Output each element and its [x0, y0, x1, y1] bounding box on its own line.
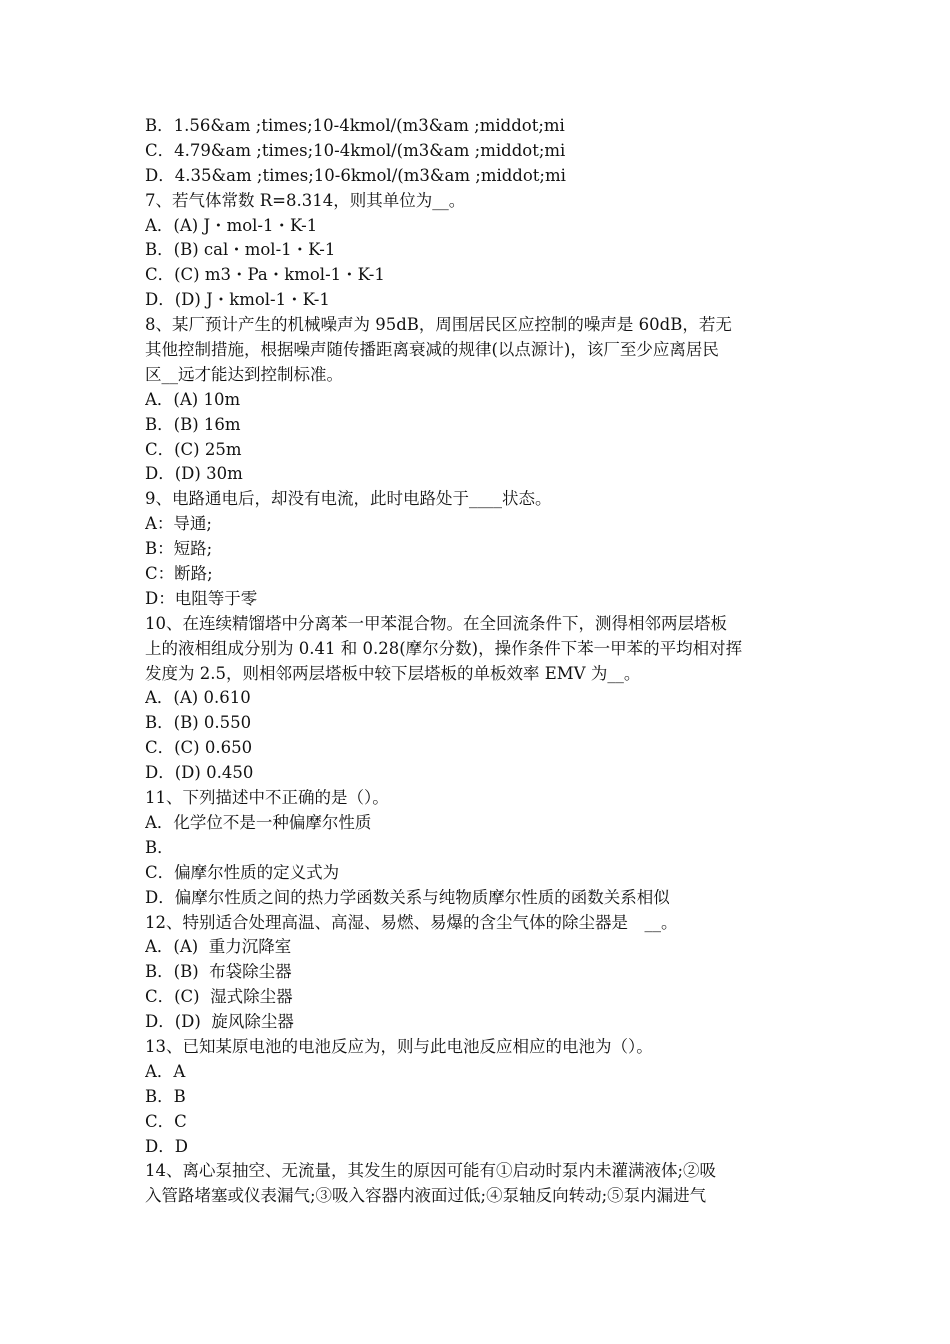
option-c-q8: C．(C) 25m [145, 439, 242, 459]
question-13: 13、已知某原电池的电池反应为，则与此电池反应相应的电池为（）。 [145, 1036, 653, 1056]
question-7: 7、若气体常数 R=8.314，则其单位为__。 [145, 190, 466, 210]
option-a-q8: A．(A) 10m [145, 389, 241, 409]
option-d-q12: D．(D) 旋风除尘器 [145, 1012, 294, 1032]
option-d-q13: D．D [145, 1136, 188, 1156]
question-12: 12、特别适合处理高温、高湿、易燃、易爆的含尘气体的除尘器是 __。 [145, 912, 678, 932]
option-b-q9: B：短路; [145, 539, 213, 559]
option-d-q9: D：电阻等于零 [145, 588, 258, 608]
question-10-line-1: 10、在连续精馏塔中分离苯一甲苯混合物。在全回流条件下，测得相邻两层塔板 [145, 613, 727, 633]
question-10-line-3: 发度为 2.5，则相邻两层塔板中较下层塔板的单板效率 EMV 为__。 [145, 663, 641, 683]
option-c-q6: C．4.79&am ;times;10-4kmol/(m3&am ;middot;mi [145, 140, 566, 160]
option-b-q8: B．(B) 16m [145, 414, 241, 434]
question-8-line-2: 其他控制措施，根据噪声随传播距离衰减的规律(以点源计)，该厂至少应离居民 [145, 340, 719, 360]
option-a-q7: A．(A) J・mol-1・K-1 [145, 215, 318, 235]
option-b-q12: B．(B) 布袋除尘器 [145, 962, 292, 982]
option-c-q13: C．C [145, 1111, 187, 1131]
option-c-q11: C．偏摩尔性质的定义式为 [145, 862, 340, 882]
option-d-q6: D．4.35&am ;times;10-6kmol/(m3&am ;middot;mi [145, 165, 566, 185]
option-a-q12: A．(A) 重力沉降室 [145, 937, 292, 957]
option-c-q10: C．(C) 0.650 [145, 738, 253, 758]
document-page [145, 114, 815, 1209]
option-b-q6: B．1.56&am ;times;10-4kmol/(m3&am ;middot;mi [145, 116, 565, 135]
option-b-q10: B．(B) 0.550 [145, 713, 252, 733]
question-11: 11、下列描述中不正确的是（）。 [145, 788, 389, 808]
option-d-q8: D．(D) 30m [145, 464, 243, 484]
option-d-q11: D．偏摩尔性质之间的热力学函数关系与纯物质摩尔性质的函数关系相似 [145, 887, 670, 907]
option-a-q10: A．(A) 0.610 [145, 688, 251, 708]
option-a-q11: A．化学位不是一种偏摩尔性质 [145, 812, 372, 832]
question-10-line-2: 上的液相组成分别为 0.41 和 0.28(摩尔分数)，操作条件下苯一甲苯的平均相对挥 [145, 638, 743, 658]
question-9: 9、电路通电后，却没有电流，此时电路处于____状态。 [145, 489, 552, 509]
option-c-q12: C．(C) 湿式除尘器 [145, 987, 293, 1007]
question-8-line-3: 区__远才能达到控制标准。 [145, 364, 343, 384]
option-d-q10: D．(D) 0.450 [145, 763, 254, 783]
option-c-q9: C：断路; [145, 564, 213, 584]
option-c-q7: C．(C) m3・Pa・kmol-1・K-1 [145, 265, 385, 285]
option-a-q9: A：导通; [145, 514, 212, 534]
option-b-q7: B．(B) cal・mol-1・K-1 [145, 240, 336, 260]
option-b-q11: B． [145, 837, 174, 857]
option-d-q7: D．(D) J・kmol-1・K-1 [145, 290, 330, 310]
question-14-line-2: 入管路堵塞或仪表漏气;③吸入容器内液面过低;④泵轴反向转动;⑤泵内漏进气 [145, 1186, 707, 1206]
option-a-q13: A．A [145, 1061, 186, 1081]
question-8-line-1: 8、某厂预计产生的机械噪声为 95dB，周围居民区应控制的噪声是 60dB，若无 [145, 315, 732, 335]
option-b-q13: B．B [145, 1086, 186, 1106]
question-14-line-1: 14、离心泵抽空、无流量，其发生的原因可能有①启动时泵内未灌满液体;②吸 [145, 1161, 717, 1181]
